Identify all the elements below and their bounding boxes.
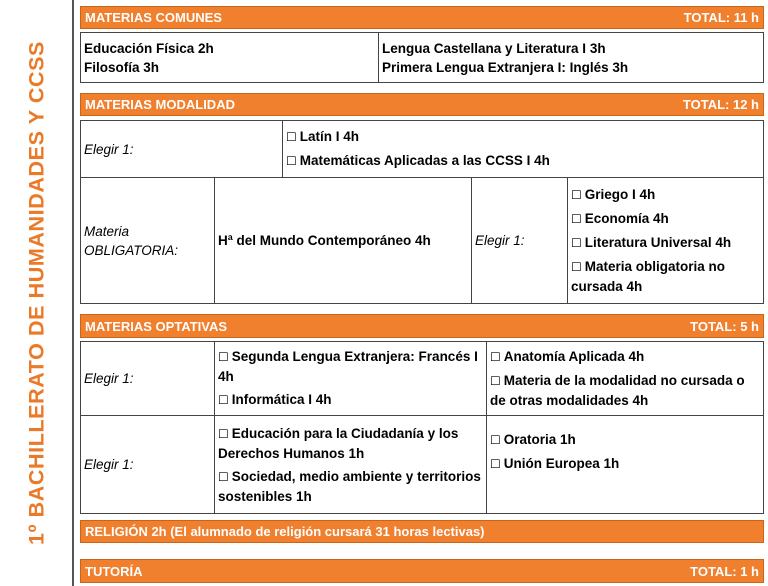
- checkbox-icon[interactable]: ☐: [490, 457, 501, 471]
- modalidad-table-b: [80, 177, 764, 304]
- option-label: Oratoria 1h: [503, 432, 576, 447]
- optativas-row1-left: [215, 342, 487, 416]
- checkbox-icon[interactable]: ☐: [490, 350, 501, 364]
- option-latin[interactable]: [286, 127, 760, 147]
- option-matematicas[interactable]: [286, 151, 760, 171]
- option-anatomia[interactable]: [490, 347, 760, 367]
- optativas-row2-right: [487, 416, 764, 514]
- option-union-europea[interactable]: [490, 454, 760, 474]
- checkbox-icon[interactable]: ☐: [490, 374, 501, 388]
- religion-banner: [80, 520, 764, 543]
- modalidad-header: [80, 93, 764, 116]
- option-label: Materia obligatoria no cursada 4h: [571, 259, 726, 294]
- subject-item: Lengua Castellana y Literatura I 3h: [382, 40, 606, 56]
- tutoria-header-label: TUTORÍA: [85, 563, 143, 579]
- checkbox-icon[interactable]: ☐: [571, 188, 582, 202]
- option-label: Educación para la Ciudadanía y los Derechos Humanos 1h: [218, 425, 459, 461]
- option-label: Latín I 4h: [299, 129, 360, 144]
- checkbox-icon[interactable]: ☐: [218, 350, 229, 364]
- comunes-header-label: MATERIAS COMUNES: [85, 10, 222, 25]
- modalidad-total: TOTAL: 12 h: [682, 97, 759, 112]
- checkbox-icon[interactable]: ☐: [218, 393, 229, 407]
- optativas-header-label: MATERIAS OPTATIVAS: [85, 318, 228, 334]
- checkbox-icon[interactable]: ☐: [218, 426, 229, 441]
- side-panel: [0, 0, 74, 586]
- optativas-header: [80, 314, 764, 338]
- subject-item: Educación Física 2h: [84, 40, 214, 56]
- modalidad-options: [283, 121, 764, 178]
- religion-label: RELIGIÓN 2h (El alumnado de religión cursará 31 horas lectivas): [85, 524, 485, 539]
- subject-item: Primera Lengua Extranjera I: Inglés 3h: [382, 59, 629, 75]
- option-label: Anatomía Aplicada 4h: [503, 349, 645, 364]
- optativas-total: TOTAL: 5 h: [690, 318, 759, 334]
- optativas-row1-right: [487, 342, 764, 416]
- modalidad-options2: [568, 178, 764, 304]
- option-informatica[interactable]: [218, 390, 483, 410]
- optativas-row1-label: Elegir 1:: [81, 342, 215, 416]
- option-materia-obligatoria[interactable]: [571, 257, 760, 296]
- comunes-col2: [379, 33, 764, 83]
- obligatoria-label: Materia OBLIGATORIA:: [81, 178, 215, 304]
- option-label: Economía 4h: [584, 211, 669, 226]
- option-label: Matemáticas Aplicadas a las CCSS I 4h: [299, 153, 550, 168]
- option-label: Segunda Lengua Extranjera: Francés I 4h: [218, 349, 478, 384]
- option-label: Unión Europea 1h: [503, 456, 620, 471]
- checkbox-icon[interactable]: ☐: [490, 433, 501, 447]
- tutoria-total: TOTAL: 1 h: [690, 563, 759, 579]
- optativas-row2-left: [215, 416, 487, 514]
- option-oratoria[interactable]: [490, 430, 760, 450]
- option-label: Materia de la modalidad no cursada o de otras modalidades 4h: [490, 373, 745, 408]
- option-label: Sociedad, medio ambiente y territorios sostenibles 1h: [218, 468, 481, 504]
- optativas-table: [80, 341, 764, 514]
- optativas-row2-label: Elegir 1:: [81, 416, 215, 514]
- option-ciudadania[interactable]: [218, 424, 483, 463]
- modalidad-elegir-label: Elegir 1:: [81, 121, 283, 178]
- option-sociedad[interactable]: [218, 467, 483, 506]
- checkbox-icon[interactable]: ☐: [286, 154, 297, 168]
- tutoria-header: [80, 559, 764, 583]
- checkbox-icon[interactable]: ☐: [571, 260, 582, 274]
- comunes-table: [80, 32, 764, 83]
- obligatoria-value: Hª del Mundo Contemporáneo 4h: [215, 178, 472, 304]
- option-griego[interactable]: [571, 185, 760, 205]
- option-economia[interactable]: [571, 209, 760, 229]
- option-label: Literatura Universal 4h: [584, 235, 732, 250]
- comunes-total: TOTAL: 11 h: [683, 10, 759, 25]
- option-label: Griego I 4h: [584, 187, 656, 202]
- modalidad-header-label: MATERIAS MODALIDAD: [85, 97, 235, 112]
- modalidad-elegir2-label: Elegir 1:: [472, 178, 568, 304]
- modalidad-table-a: [80, 120, 764, 178]
- option-label: Informática I 4h: [231, 392, 332, 407]
- checkbox-icon[interactable]: ☐: [571, 236, 582, 250]
- option-segunda-lengua[interactable]: [218, 347, 483, 386]
- option-materia-modalidad[interactable]: [490, 371, 760, 410]
- checkbox-icon[interactable]: ☐: [286, 130, 297, 144]
- checkbox-icon[interactable]: ☐: [218, 469, 229, 484]
- checkbox-icon[interactable]: ☐: [571, 212, 582, 226]
- comunes-col1: [81, 33, 379, 83]
- comunes-header: [80, 6, 764, 29]
- option-literatura[interactable]: [571, 233, 760, 253]
- side-title: 1º BACHILLERATO DE HUMANIDADES Y CCSS: [24, 41, 49, 545]
- subject-item: Filosofía 3h: [84, 59, 160, 75]
